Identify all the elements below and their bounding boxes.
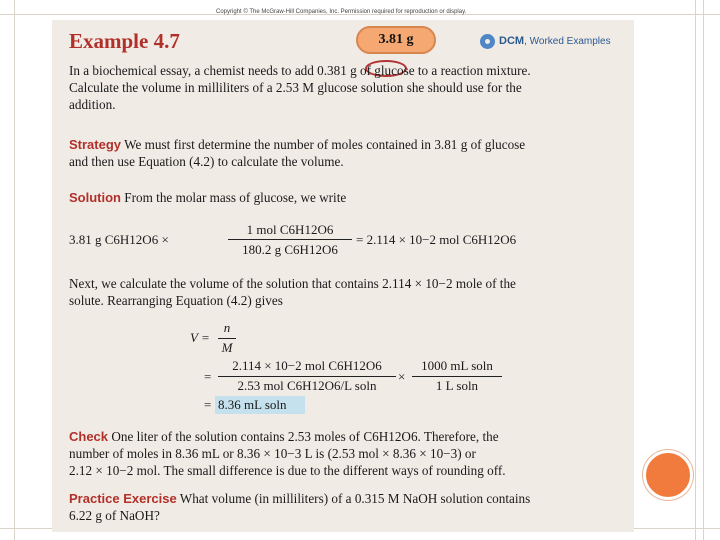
eq2-denominator-2: 1 L soln: [435, 378, 479, 393]
eq2-denominator-1: 2.53 mol C6H12O6/L soln: [237, 378, 377, 393]
eq1-denominator: 180.2 g C6H12O6: [242, 242, 338, 257]
example-title: Example 4.7: [69, 29, 180, 53]
brand-logo: DCM, Worked Examples: [480, 34, 611, 49]
eq2-numerator-2: 1000 mL soln: [421, 358, 493, 373]
eq2-numerator-1: 2.114 × 10−2 mol C6H12O6: [232, 358, 382, 373]
check-line-1: Check One liter of the solution contains 2.53 moles of C6H12O6. Therefore, the: [69, 429, 499, 444]
practice-line-2: 6.22 g of NaOH?: [69, 508, 160, 523]
check-label: Check: [69, 429, 109, 444]
v-fraction-bar: [218, 338, 236, 339]
eq3-equals: =: [204, 397, 212, 412]
frame-left-line: [14, 0, 15, 540]
v-denominator: M: [221, 340, 233, 355]
strategy-line-1: Strategy We must first determine the number of moles contained in 3.81 g of glucose: [69, 137, 526, 152]
problem-line-1: In a biochemical essay, a chemist needs to add 0.381 g of glucose to a reaction mixture.: [69, 63, 531, 78]
next-line-1: Next, we calculate the volume of the solution that contains 2.114 × 10−2 mole of the: [69, 276, 516, 291]
eq1-left: 3.81 g C6H12O6 ×: [69, 232, 169, 247]
frame-right-line-inner: [695, 0, 696, 540]
next-line-2: solute. Rearranging Equation (4.2) gives: [69, 293, 283, 308]
orange-circle-decoration: [643, 450, 693, 500]
solution-label: Solution: [69, 190, 121, 205]
eq1-fraction-bar: [228, 239, 352, 240]
mass-callout: 3.81 g: [356, 26, 436, 54]
solution-intro: Solution From the molar mass of glucose, we write: [69, 190, 347, 205]
problem-line-3: addition.: [69, 97, 116, 112]
copyright-notice: Copyright © The McGraw-Hill Companies, Inc. Permission required for reproduction or display.: [216, 9, 467, 15]
textbook-page: [52, 20, 634, 532]
strategy-line-2: and then use Equation (4.2) to calculate the volume.: [69, 154, 344, 169]
check-line-3: 2.12 × 10−2 mol. The small difference is due to the different ways of rounding off.: [69, 463, 506, 478]
frame-right-line-outer: [703, 0, 704, 540]
v-numerator: n: [223, 320, 231, 335]
eq2-fraction-bar-1: [218, 376, 396, 377]
eq2-equals: =: [204, 369, 212, 384]
cd-icon: [480, 34, 495, 49]
practice-label: Practice Exercise: [69, 491, 177, 506]
v-label: V =: [190, 330, 210, 345]
eq1-right: = 2.114 × 10−2 mol C6H12O6: [356, 232, 517, 247]
practice-line-1: Practice Exercise What volume (in milliliters) of a 0.315 M NaOH solution contains: [69, 491, 531, 506]
check-line-2: number of moles in 8.36 mL or 8.36 × 10−3 L is (2.53 mol × 8.36 × 10−3) or: [69, 446, 476, 461]
eq1-numerator: 1 mol C6H12O6: [246, 222, 334, 237]
strategy-label: Strategy: [69, 137, 122, 152]
eq2-times: ×: [398, 369, 406, 384]
answer-value: 8.36 mL soln: [218, 397, 287, 412]
problem-line-2: Calculate the volume in milliliters of a 2.53 M glucose solution she should use for the: [69, 80, 522, 95]
eq2-fraction-bar-2: [412, 376, 502, 377]
